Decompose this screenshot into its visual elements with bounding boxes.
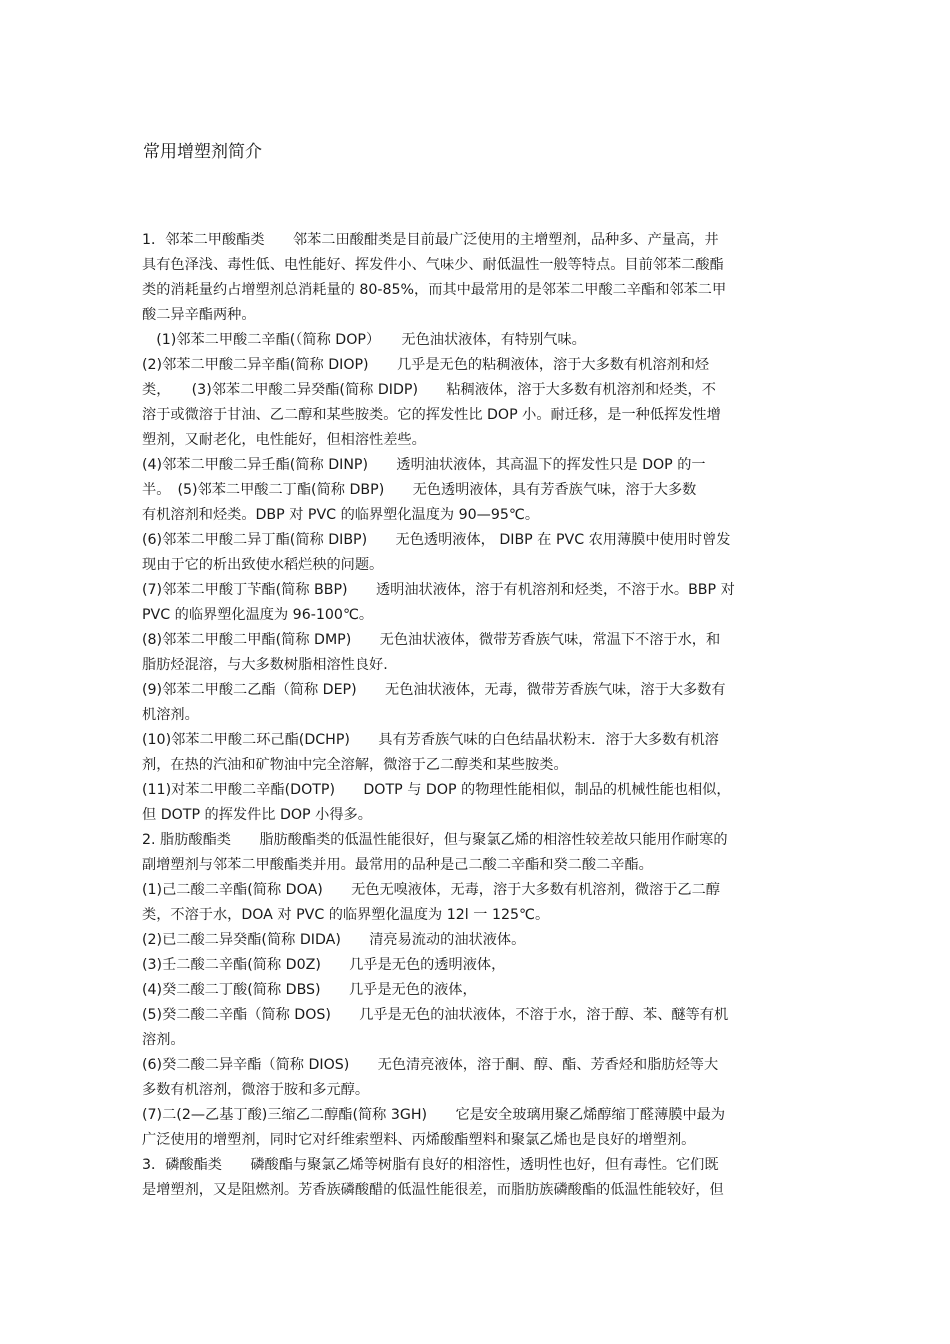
document-body — [142, 228, 810, 1203]
text-line: 半。 (5)邻苯二甲酸二丁酯(简称 DBP) 无色透明液体，具有芳香族气味，溶于大多数 — [142, 482, 697, 498]
text-line: (9)邻苯二甲酸二乙酯（简称 DEP) 无色油状液体，无毒，微带芳香族气味，溶于大多数有 — [142, 682, 726, 698]
text-line: 但 DOTP 的挥发件比 DOP 小得多。 — [142, 807, 372, 823]
text-line: (7)邻苯二甲酸丁苄酯(简称 BBP) 透明油状液体，溶于有机溶剂和烃类，不溶于水。BBP 对 — [142, 582, 735, 598]
text-line: (10)邻苯二甲酸二环己酯(DCHP) 具有芳香族气味的白色结晶状粉末．溶于大多数有机溶 — [142, 732, 719, 748]
text-line: 3．磷酸酯类 磷酸酯与聚氯乙烯等树脂有良好的相溶性，透明性也好，但有毒性。它们既 — [142, 1157, 719, 1173]
text-line: PVC 的临界塑化温度为 96-100℃。 — [142, 607, 374, 623]
text-line: 类， (3)邻苯二甲酸二异癸酯(简称 DIDP) 粘稠液体，溶于大多数有机溶剂和烃类，不 — [142, 382, 716, 398]
text-line: 1．邻苯二甲酸酯类 邻苯二田酸酣类是目前最广泛使用的主增塑剂，品种多、产量高，井 — [142, 232, 719, 248]
text-line: 酸二异辛酯两种。 — [142, 307, 256, 323]
text-line: (1)邻苯二甲酸二辛酯(（简称 DOP） 无色油状液体，有特别气味。 — [142, 332, 586, 348]
text-line: 具有色泽浅、毒性低、电性能好、挥发件小、气味少、耐低温性一般等特点。目前邻苯二酸酯 — [142, 257, 724, 273]
text-line: (2)已二酸二异癸酯(简称 DIDA) 清亮易流动的油状液体。 — [142, 932, 526, 948]
text-line: (8)邻苯二甲酸二甲酯(简称 DMP) 无色油状液体，微带芳香族气味，常温下不溶于水，和 — [142, 632, 721, 648]
text-line: 有机溶剂和烃类。DBP 对 PVC 的临界塑化温度为 90—95℃。 — [142, 507, 540, 523]
text-line: 脂肪烃混溶，与大多数树脂相溶性良好. — [142, 657, 388, 673]
text-line: 机溶剂。 — [142, 707, 199, 723]
text-line: (1)己二酸二辛酯(简称 DOA) 无色无嗅液体，无毒，溶于大多数有机溶剂，微溶于乙二醇 — [142, 882, 720, 898]
text-line: 多数有机溶剂，微溶于胺和多元醇。 — [142, 1082, 370, 1098]
text-line: (11)对苯二甲酸二辛酯(DOTP) DOTP 与 DOP 的物理性能相似，制品的机械性能也相似， — [142, 782, 731, 798]
text-line: 是增塑剂，又是阻燃剂。芳香族磷酸醋的低温性能很差，而脂肪族磷酸酯的低温性能较好，但 — [142, 1182, 724, 1198]
text-line: 2. 脂肪酸酯类 脂肪酸酯类的低温性能很好，但与聚氯乙烯的相溶性较差故只能用作耐寒的 — [142, 832, 728, 848]
text-line: 塑剂，又耐老化，电性能好，但相溶性差些。 — [142, 432, 426, 448]
text-line: (2)邻苯二甲酸二异辛酯(简称 DIOP) 几乎是无色的粘稠液体，溶于大多数有机溶剂和烃 — [142, 357, 710, 373]
text-line: 剂，在热的汽油和矿物油中完全溶解，微溶于乙二醇类和某些胺类。 — [142, 757, 568, 773]
text-line: 副增塑剂与邻苯二甲酸酯类并用。最常用的品种是己二酸二辛酯和癸二酸二辛酯。 — [142, 857, 653, 873]
text-line: 现由于它的析出致使水稻烂秧的问题。 — [142, 557, 384, 573]
text-line: (6)邻苯二甲酸二异丁酯(简称 DIBP) 无色透明液体， DIBP 在 PVC 农用薄膜中使用时曾发 — [142, 532, 731, 548]
text-line: 溶剂。 — [142, 1032, 185, 1048]
text-line: 广泛使用的增塑剂，同时它对纤维索塑料、丙烯酸酯塑料和聚氯乙烯也是良好的增塑剂。 — [142, 1132, 696, 1148]
text-line: (6)癸二酸二异辛酯（简称 DIOS) 无色清亮液体，溶于酮、醇、酯、芳香烃和脂肪烃等大 — [142, 1057, 719, 1073]
text-line: (4)癸二酸二丁酸(简称 DBS) 几乎是无色的液体， — [142, 982, 477, 998]
document-title: 常用增塑剂简介 — [143, 142, 262, 162]
text-line: (5)癸二酸二辛酯（简称 DOS) 几乎是无色的油状液体，不溶于水，溶于醇、苯、醚等有机 — [142, 1007, 729, 1023]
text-line: (7)二(2—乙基丁酸)三缩乙二醇酯(简称 3GH) 它是安全玻璃用聚乙烯醇缩丁醛薄膜中最为 — [142, 1107, 726, 1123]
text-line: (3)壬二酸二辛酯(简称 D0Z) 几乎是无色的透明液体， — [142, 957, 506, 973]
text-line: (4)邻苯二甲酸二异壬酯(简称 DINP) 透明油状液体，其高温下的挥发性只是 DOP 的一 — [142, 457, 706, 473]
text-line: 类，不溶于水，DOA 对 PVC 的临界塑化温度为 12l 一 125℃。 — [142, 907, 550, 923]
text-line: 溶于或微溶于甘油、乙二醇和某些胺类。它的挥发性比 DOP 小。耐迁移，是一种低挥发性增 — [142, 407, 721, 423]
text-line: 类的消耗量约占增塑剂总消耗量的 80-85%，而其中最常用的是邻苯二甲酸二辛酯和邻苯二甲 — [142, 282, 727, 298]
